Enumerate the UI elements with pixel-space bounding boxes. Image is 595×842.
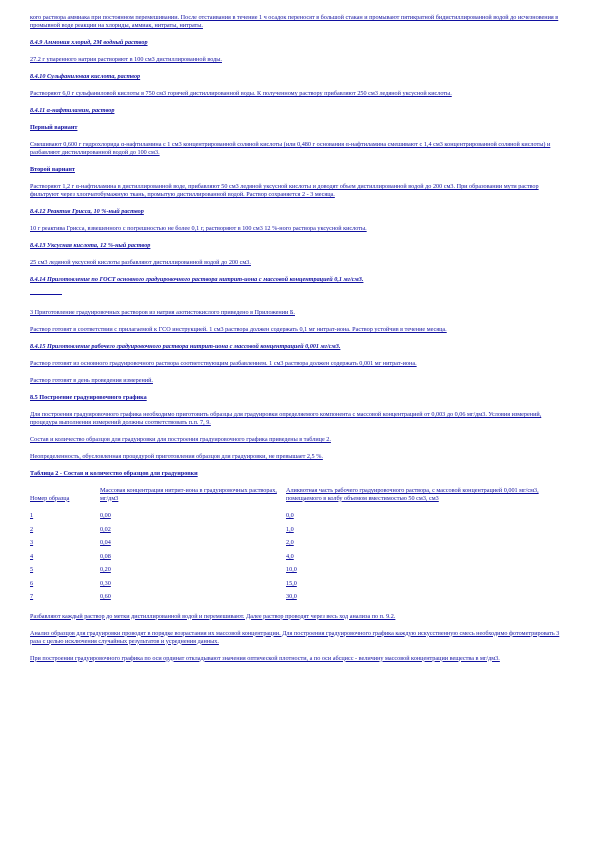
table-cell: 3	[30, 539, 34, 546]
subsection-heading: Первый вариант	[30, 124, 78, 131]
table-row	[30, 566, 556, 580]
paragraph: Раствор готовят из основного градуировочного раствора соответствующим разбавлением. 1 см3 раствора должен содержать 0,001 мг нитрат-иона.	[30, 360, 417, 367]
table-row	[30, 580, 556, 594]
table-cell: 2	[30, 525, 34, 533]
paragraph: Неопределенность, обусловленная процедурой приготовления образцов для градуировки, не превышает 2,5 %.	[30, 453, 323, 460]
paragraph: 27.2 г упаренного натрия растворяют в 100 см3 дистиллированной воды.	[30, 56, 222, 63]
table-cell: 4,0	[286, 552, 294, 560]
table-cell: 30,0	[286, 593, 297, 600]
paragraph: Состав и количество образцов для градуировки для построения градуировочного графика приведены в таблице 2.	[30, 436, 331, 443]
calibration-table	[30, 487, 556, 607]
paragraph: 25 см3 ледяной уксусной кислоты разбавляют дистиллированной водой до 200 см3.	[30, 259, 251, 266]
table-cell: 0,04	[100, 539, 111, 546]
table-caption: Таблица 2 - Состав и количество образцов для градуировки	[30, 470, 198, 477]
table-cell: 7	[30, 593, 34, 600]
document-body	[30, 14, 565, 478]
table-header-row	[30, 487, 556, 512]
table-cell: 0,08	[100, 552, 111, 560]
paragraph: Смешивают 0,600 г гидрохлорида α-нафтиламина с 1 см3 концентрированной соляной кислоты (или 0,480 г основания α-нафтиламина смешивают с 1,4 см3 концентрированной соляной кислоты) и разбавляют дистиллированной водой до 100 см3.	[30, 141, 551, 156]
section-heading: 8.4.11 α-нафтиламин, раствор	[30, 107, 115, 114]
paragraph: При построении градуировочного графика по оси ординат откладывают значения оптической плотности, а по оси абсцисс - величину массовой концентрации вещества в мг/дм3.	[30, 654, 500, 662]
section-heading: 8.4.12 Реактив Грисса, 10 %-ный раствор	[30, 208, 144, 215]
table-body	[30, 512, 556, 607]
table-cell: 0,60	[100, 593, 111, 600]
section-heading: 8.5 Построение градуировочного графика	[30, 394, 147, 401]
paragraph: Растворяют 1,2 г α-нафтиламина в дистиллированной воде, прибавляют 50 см3 ледяной уксусной кислоты и доводят объем дистиллированной водой до 200 см3. При образовании мути раствор фильтруют через хлопчатобумажную ткань, промытую дистиллированной водой. Раствор сохраняется 2 - 3 месяца.	[30, 183, 539, 198]
document-page	[30, 14, 565, 663]
section-heading: 8.4.13 Уксусная кислота, 12 %-ный раствор	[30, 242, 151, 249]
table-header-cell: Массовая концентрация нитрит-иона в градуировочных растворах, мг/дм3	[100, 487, 277, 502]
footnote-separator	[30, 294, 62, 295]
subsection-heading: Второй вариант	[30, 166, 75, 173]
section-heading: 8.4.14 Приготовление по ГОСТ основного градуировочного раствора нитрит-иона с массовой концентрацией 0,1 мг/см3.	[30, 276, 364, 283]
paragraph: Растворяют 6,0 г сульфаниловой кислоты в 750 см3 горячей дистиллированной воды. К полученному раствору прибавляют 250 см3 ледяной уксусной кислоты.	[30, 90, 452, 97]
table-cell: 10,0	[286, 566, 297, 573]
table-cell: 0,0	[286, 512, 294, 519]
table-cell: 2,0	[286, 539, 294, 546]
table-cell: 0,30	[100, 579, 111, 587]
paragraph: кого раствора аммиака при постоянном перемешивании. После отстаивания в течение 1 ч осадок переносят в большой стакан и промывают пятикратной бидистиллированной водой до исчезновения в промывной воде реакции на хлориды, аммиак, нитраты, нитраты.	[30, 14, 559, 29]
table-cell: 6	[30, 579, 34, 587]
paragraph: 3 Приготовление градуировочных растворов из натрия азотистокислого приведено в Приложении Б.	[30, 309, 295, 316]
document-body-continued	[30, 613, 565, 663]
table-row	[30, 539, 556, 553]
table-row	[30, 593, 556, 607]
paragraph: Для построения градуировочного графика необходимо приготовить образцы для градуировки определяемого компонента с массовой концентрацией от 0,003 до 0,06 мг/дм3. Условия измерений, процедура выполнения измерений должны соответствовать п.п. 7, 9.	[30, 411, 542, 426]
table-cell: 1,0	[286, 525, 294, 533]
table-cell: 4	[30, 552, 34, 560]
paragraph: 10 г реактива Грисса, взвешенного с погрешностью не более 0,1 г, растворяют в 100 см3 12 %-ного раствора уксусной кислоты.	[30, 225, 367, 232]
table-header-cell: Номер образца	[30, 494, 70, 502]
table-row	[30, 553, 556, 567]
table-cell: 5	[30, 566, 34, 573]
paragraph: Раствор готовят в соответствии с прилагаемой к ГСО инструкцией. 1 см3 раствора должен содержать 0,1 мг нитрат-иона. Раствор устойчив в течение месяца.	[30, 326, 447, 333]
table-cell: 0,02	[100, 525, 111, 533]
table-row	[30, 526, 556, 540]
section-heading: 8.4.10 Сульфаниловая кислота, раствор	[30, 73, 141, 80]
paragraph: Анализ образцов для градуировки проводят в порядке возрастания их массовой концентрации. Для построения градуировочного графика каждую искусственную смесь необходимо фотометрировать 3 раза с целью исключения случайных результатов и усреднения данных.	[30, 629, 560, 645]
section-heading: 8.4.9 Аммония хлорид, 2М водный раствор	[30, 39, 148, 46]
table-row	[30, 512, 556, 526]
section-heading: 8.4.15 Приготовление рабочего градуировочного раствора нитрит-иона с массовой концентрацией 0,001 мг/см3.	[30, 343, 341, 350]
paragraph: Раствор готовят в день проведения измерений.	[30, 377, 153, 384]
table-cell: 0,20	[100, 566, 111, 573]
table-header-cell: Аликвотная часть рабочего градуировочного раствора, с массовой концентрацией 0,001 мг/см3, помещаемого в колбу объемом вместимостью 50 см3, см3	[286, 487, 539, 502]
table-cell: 15,0	[286, 579, 297, 587]
paragraph: Разбавляют каждый раствор до метки дистиллированной водой и перемешивают. Далее раствор проводят через весь ход анализа по п. 9.2.	[30, 612, 396, 620]
table-cell: 0,00	[100, 512, 111, 519]
table-cell: 1	[30, 512, 34, 519]
